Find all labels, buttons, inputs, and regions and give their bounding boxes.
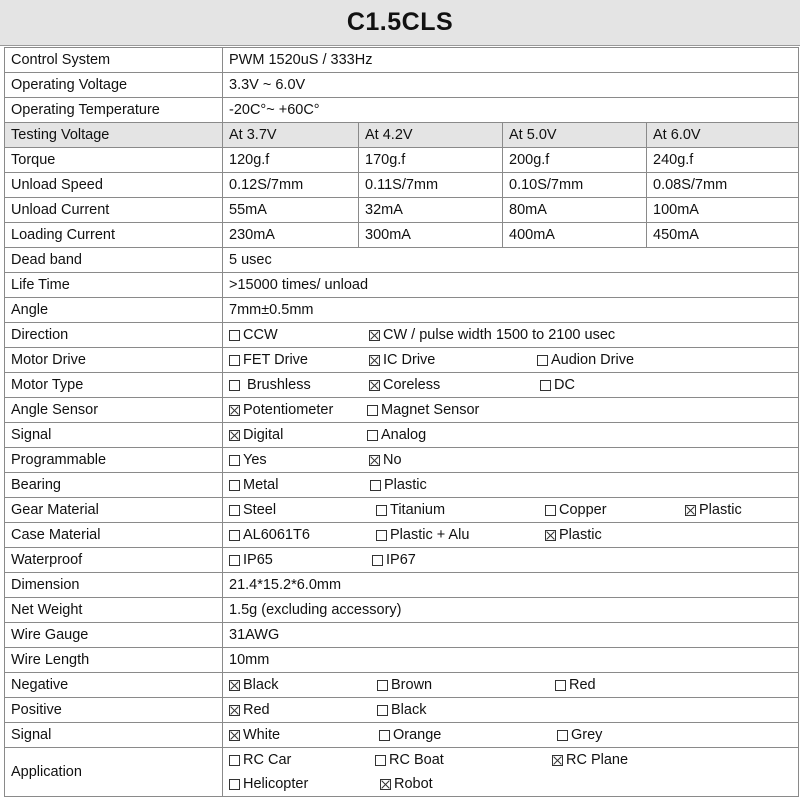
option-item[interactable] bbox=[367, 398, 479, 422]
options-cell bbox=[223, 548, 799, 573]
row-label: Gear Material bbox=[5, 498, 223, 523]
row-gear-material bbox=[5, 498, 799, 523]
option-item[interactable] bbox=[367, 423, 426, 447]
cell-value: 55mA bbox=[223, 198, 359, 223]
option-group bbox=[229, 373, 798, 397]
row-application bbox=[5, 748, 799, 797]
row-life-time bbox=[5, 273, 799, 298]
empty-box-icon[interactable] bbox=[370, 480, 381, 491]
option-group bbox=[229, 473, 798, 497]
row-wire-gauge bbox=[5, 623, 799, 648]
option-label: RC Car bbox=[243, 752, 292, 768]
empty-box-icon[interactable] bbox=[377, 680, 388, 691]
checked-box-icon[interactable] bbox=[369, 455, 380, 466]
option-label: Grey bbox=[571, 727, 603, 743]
checked-box-icon[interactable] bbox=[229, 430, 240, 441]
row-label: Signal bbox=[5, 423, 223, 448]
cell-value: 230mA bbox=[223, 223, 359, 248]
option-label: Metal bbox=[243, 477, 279, 493]
option-item[interactable] bbox=[229, 448, 267, 472]
row-label: Dead band bbox=[5, 248, 223, 273]
empty-box-icon[interactable] bbox=[545, 505, 556, 516]
voltage-header: At 4.2V bbox=[359, 123, 503, 148]
empty-box-icon[interactable] bbox=[540, 380, 551, 391]
row-label: Unload Current bbox=[5, 198, 223, 223]
row-loading-current bbox=[5, 223, 799, 248]
row-label: Wire Length bbox=[5, 648, 223, 673]
checked-box-icon[interactable] bbox=[229, 405, 240, 416]
option-item[interactable] bbox=[229, 748, 291, 772]
row-negative bbox=[5, 673, 799, 698]
option-label: RC Boat bbox=[389, 752, 444, 768]
options-cell bbox=[223, 698, 799, 723]
voltage-header: At 6.0V bbox=[647, 123, 799, 148]
cell-value: 120g.f bbox=[223, 148, 359, 173]
empty-box-icon[interactable] bbox=[372, 555, 383, 566]
row-label: Application bbox=[5, 748, 223, 797]
option-label: Black bbox=[391, 702, 427, 718]
page-title: C1.5CLS bbox=[346, 8, 454, 36]
row-direction bbox=[5, 323, 799, 348]
option-group bbox=[229, 698, 798, 722]
option-item[interactable] bbox=[376, 498, 445, 522]
option-item[interactable] bbox=[229, 498, 276, 522]
option-label: Titanium bbox=[390, 502, 446, 518]
option-item[interactable] bbox=[229, 473, 278, 497]
checked-box-icon[interactable] bbox=[229, 680, 240, 691]
empty-box-icon[interactable] bbox=[376, 530, 387, 541]
row-testing-voltage bbox=[5, 123, 799, 148]
option-item[interactable] bbox=[376, 523, 469, 547]
spec-table bbox=[4, 47, 799, 797]
options-cell bbox=[223, 748, 799, 797]
options-cell bbox=[223, 473, 799, 498]
cell-value: 80mA bbox=[503, 198, 647, 223]
row-value: 3.3V ~ 6.0V bbox=[223, 73, 799, 98]
options-cell bbox=[223, 373, 799, 398]
row-case-material bbox=[5, 523, 799, 548]
option-label: DC bbox=[554, 377, 575, 393]
row-value: PWM 1520uS / 333Hz bbox=[223, 48, 799, 73]
row-motor-type bbox=[5, 373, 799, 398]
row-control-system bbox=[5, 48, 799, 73]
option-item[interactable] bbox=[379, 723, 441, 747]
option-item[interactable] bbox=[229, 673, 278, 697]
application-lines bbox=[229, 748, 798, 796]
row-wire-length bbox=[5, 648, 799, 673]
voltage-header: At 3.7V bbox=[223, 123, 359, 148]
option-group bbox=[229, 348, 798, 372]
option-item[interactable] bbox=[229, 772, 308, 796]
cell-value: 0.10S/7mm bbox=[503, 173, 647, 198]
option-label: Red bbox=[569, 677, 596, 693]
option-label: Coreless bbox=[383, 377, 441, 393]
empty-box-icon[interactable] bbox=[375, 755, 386, 766]
empty-box-icon[interactable] bbox=[229, 505, 240, 516]
empty-box-icon[interactable] bbox=[367, 405, 378, 416]
row-unload-speed bbox=[5, 173, 799, 198]
row-label: Waterproof bbox=[5, 548, 223, 573]
option-item[interactable] bbox=[229, 348, 308, 372]
option-item[interactable] bbox=[369, 373, 440, 397]
option-item[interactable] bbox=[557, 723, 602, 747]
option-item[interactable] bbox=[369, 323, 615, 347]
row-value: >15000 times/ unload bbox=[223, 273, 799, 298]
row-angle-sensor bbox=[5, 398, 799, 423]
row-angle bbox=[5, 298, 799, 323]
voltage-header: At 5.0V bbox=[503, 123, 647, 148]
row-value: -20C°~ +60C° bbox=[223, 98, 799, 123]
checked-box-icon[interactable] bbox=[552, 755, 563, 766]
row-label: Positive bbox=[5, 698, 223, 723]
option-label: CW / pulse width 1500 to 2100 usec bbox=[383, 327, 616, 343]
row-label: Operating Voltage bbox=[5, 73, 223, 98]
row-operating-temperature bbox=[5, 98, 799, 123]
checked-box-icon[interactable] bbox=[380, 779, 391, 790]
option-item[interactable] bbox=[377, 673, 432, 697]
row-label: Testing Voltage bbox=[5, 123, 223, 148]
row-positive bbox=[5, 698, 799, 723]
row-value: 10mm bbox=[223, 648, 799, 673]
row-label: Motor Drive bbox=[5, 348, 223, 373]
checked-box-icon[interactable] bbox=[369, 380, 380, 391]
row-torque bbox=[5, 148, 799, 173]
option-item[interactable] bbox=[540, 373, 575, 397]
option-label: Magnet Sensor bbox=[381, 402, 480, 418]
option-item[interactable] bbox=[229, 523, 310, 547]
option-group bbox=[229, 323, 798, 347]
option-label: FET Drive bbox=[243, 352, 308, 368]
empty-box-icon[interactable] bbox=[229, 355, 240, 366]
row-value: 31AWG bbox=[223, 623, 799, 648]
option-label: No bbox=[383, 452, 402, 468]
option-item[interactable] bbox=[229, 398, 333, 422]
option-label: Yes bbox=[243, 452, 267, 468]
row-net-weight bbox=[5, 598, 799, 623]
row-dimension bbox=[5, 573, 799, 598]
checked-box-icon[interactable] bbox=[369, 330, 380, 341]
options-cell bbox=[223, 498, 799, 523]
empty-box-icon[interactable] bbox=[229, 455, 240, 466]
cell-value: 400mA bbox=[503, 223, 647, 248]
option-item[interactable] bbox=[229, 423, 283, 447]
row-label: Angle bbox=[5, 298, 223, 323]
checked-box-icon[interactable] bbox=[229, 730, 240, 741]
row-label: Unload Speed bbox=[5, 173, 223, 198]
options-cell bbox=[223, 723, 799, 748]
option-label: Red bbox=[243, 702, 270, 718]
option-label: Plastic bbox=[559, 527, 602, 543]
row-bearing bbox=[5, 473, 799, 498]
cell-value: 32mA bbox=[359, 198, 503, 223]
option-group bbox=[229, 673, 798, 697]
option-label: Copper bbox=[559, 502, 607, 518]
row-label: Direction bbox=[5, 323, 223, 348]
option-item[interactable] bbox=[369, 448, 402, 472]
option-item[interactable] bbox=[545, 523, 602, 547]
empty-box-icon[interactable] bbox=[229, 555, 240, 566]
row-label: Net Weight bbox=[5, 598, 223, 623]
row-label: Torque bbox=[5, 148, 223, 173]
option-group bbox=[229, 548, 798, 572]
option-item[interactable] bbox=[685, 498, 742, 522]
option-group bbox=[229, 423, 798, 447]
empty-box-icon[interactable] bbox=[229, 480, 240, 491]
cell-value: 450mA bbox=[647, 223, 799, 248]
empty-box-icon[interactable] bbox=[376, 505, 387, 516]
option-label: Black bbox=[243, 677, 279, 693]
row-programmable bbox=[5, 448, 799, 473]
empty-box-icon[interactable] bbox=[557, 730, 568, 741]
option-label: Orange bbox=[393, 727, 442, 743]
title-bar bbox=[0, 0, 800, 46]
option-item[interactable] bbox=[370, 473, 427, 497]
option-item[interactable] bbox=[380, 772, 433, 796]
option-label: RC Plane bbox=[566, 752, 629, 768]
cell-value: 100mA bbox=[647, 198, 799, 223]
row-value: 21.4*15.2*6.0mm bbox=[223, 573, 799, 598]
option-group bbox=[229, 523, 798, 547]
option-group bbox=[229, 748, 798, 772]
row-value: 7mm±0.5mm bbox=[223, 298, 799, 323]
cell-value: 0.11S/7mm bbox=[359, 173, 503, 198]
row-label: Case Material bbox=[5, 523, 223, 548]
empty-box-icon[interactable] bbox=[379, 730, 390, 741]
option-label: Potentiometer bbox=[243, 402, 334, 418]
options-cell bbox=[223, 398, 799, 423]
option-group bbox=[229, 723, 798, 747]
option-label: White bbox=[243, 727, 281, 743]
empty-box-icon[interactable] bbox=[229, 755, 240, 766]
row-value: 1.5g (excluding accessory) bbox=[223, 598, 799, 623]
row-label: Operating Temperature bbox=[5, 98, 223, 123]
option-group bbox=[229, 448, 798, 472]
option-label: Steel bbox=[243, 502, 277, 518]
option-label: IP65 bbox=[243, 552, 273, 568]
row-label: Angle Sensor bbox=[5, 398, 223, 423]
row-signal-type bbox=[5, 423, 799, 448]
options-cell bbox=[223, 448, 799, 473]
option-label: Plastic bbox=[384, 477, 427, 493]
empty-box-icon[interactable] bbox=[377, 705, 388, 716]
option-item[interactable] bbox=[537, 348, 634, 372]
option-item[interactable] bbox=[229, 548, 273, 572]
empty-box-icon[interactable] bbox=[229, 530, 240, 541]
option-label: AL6061T6 bbox=[243, 527, 310, 543]
options-cell bbox=[223, 673, 799, 698]
checked-box-icon[interactable] bbox=[685, 505, 696, 516]
cell-value: 200g.f bbox=[503, 148, 647, 173]
row-label: Signal bbox=[5, 723, 223, 748]
row-label: Control System bbox=[5, 48, 223, 73]
checked-box-icon[interactable] bbox=[545, 530, 556, 541]
row-unload-current bbox=[5, 198, 799, 223]
option-item[interactable] bbox=[375, 748, 444, 772]
cell-value: 300mA bbox=[359, 223, 503, 248]
options-cell bbox=[223, 423, 799, 448]
option-label: Audion Drive bbox=[551, 352, 635, 368]
empty-box-icon[interactable] bbox=[367, 430, 378, 441]
option-group bbox=[229, 772, 798, 796]
option-label: Helicopter bbox=[243, 776, 309, 792]
empty-box-icon[interactable] bbox=[229, 380, 240, 391]
row-motor-drive bbox=[5, 348, 799, 373]
row-label: Bearing bbox=[5, 473, 223, 498]
row-label: Programmable bbox=[5, 448, 223, 473]
empty-box-icon[interactable] bbox=[555, 680, 566, 691]
option-item[interactable] bbox=[229, 723, 280, 747]
empty-box-icon[interactable] bbox=[229, 330, 240, 341]
option-label: Digital bbox=[243, 427, 284, 443]
option-item[interactable] bbox=[229, 323, 278, 347]
row-value: 5 usec bbox=[223, 248, 799, 273]
empty-box-icon[interactable] bbox=[229, 779, 240, 790]
option-label: Brushless bbox=[243, 377, 311, 393]
option-label: CCW bbox=[243, 327, 278, 343]
option-label: Robot bbox=[394, 776, 433, 792]
row-label: Wire Gauge bbox=[5, 623, 223, 648]
cell-value: 0.08S/7mm bbox=[647, 173, 799, 198]
row-waterproof bbox=[5, 548, 799, 573]
options-cell bbox=[223, 348, 799, 373]
option-label: IP67 bbox=[386, 552, 416, 568]
row-label: Loading Current bbox=[5, 223, 223, 248]
option-label: Plastic bbox=[699, 502, 742, 518]
row-operating-voltage bbox=[5, 73, 799, 98]
options-cell bbox=[223, 523, 799, 548]
option-label: Analog bbox=[381, 427, 427, 443]
option-item[interactable] bbox=[369, 348, 435, 372]
option-group bbox=[229, 498, 798, 522]
row-dead-band bbox=[5, 248, 799, 273]
row-signal-wire bbox=[5, 723, 799, 748]
option-label: Brown bbox=[391, 677, 433, 693]
option-item[interactable] bbox=[229, 373, 311, 397]
checked-box-icon[interactable] bbox=[229, 705, 240, 716]
row-label: Motor Type bbox=[5, 373, 223, 398]
option-item[interactable] bbox=[552, 748, 628, 772]
option-group bbox=[229, 398, 798, 422]
cell-value: 170g.f bbox=[359, 148, 503, 173]
row-label: Dimension bbox=[5, 573, 223, 598]
option-item[interactable] bbox=[555, 673, 596, 697]
option-item[interactable] bbox=[372, 548, 416, 572]
row-label: Negative bbox=[5, 673, 223, 698]
checked-box-icon[interactable] bbox=[369, 355, 380, 366]
row-label: Life Time bbox=[5, 273, 223, 298]
option-label: Plastic + Alu bbox=[390, 527, 470, 543]
cell-value: 0.12S/7mm bbox=[223, 173, 359, 198]
option-item[interactable] bbox=[229, 698, 270, 722]
option-label: IC Drive bbox=[383, 352, 436, 368]
option-item[interactable] bbox=[545, 498, 607, 522]
options-cell bbox=[223, 323, 799, 348]
cell-value: 240g.f bbox=[647, 148, 799, 173]
option-item[interactable] bbox=[377, 698, 426, 722]
empty-box-icon[interactable] bbox=[537, 355, 548, 366]
